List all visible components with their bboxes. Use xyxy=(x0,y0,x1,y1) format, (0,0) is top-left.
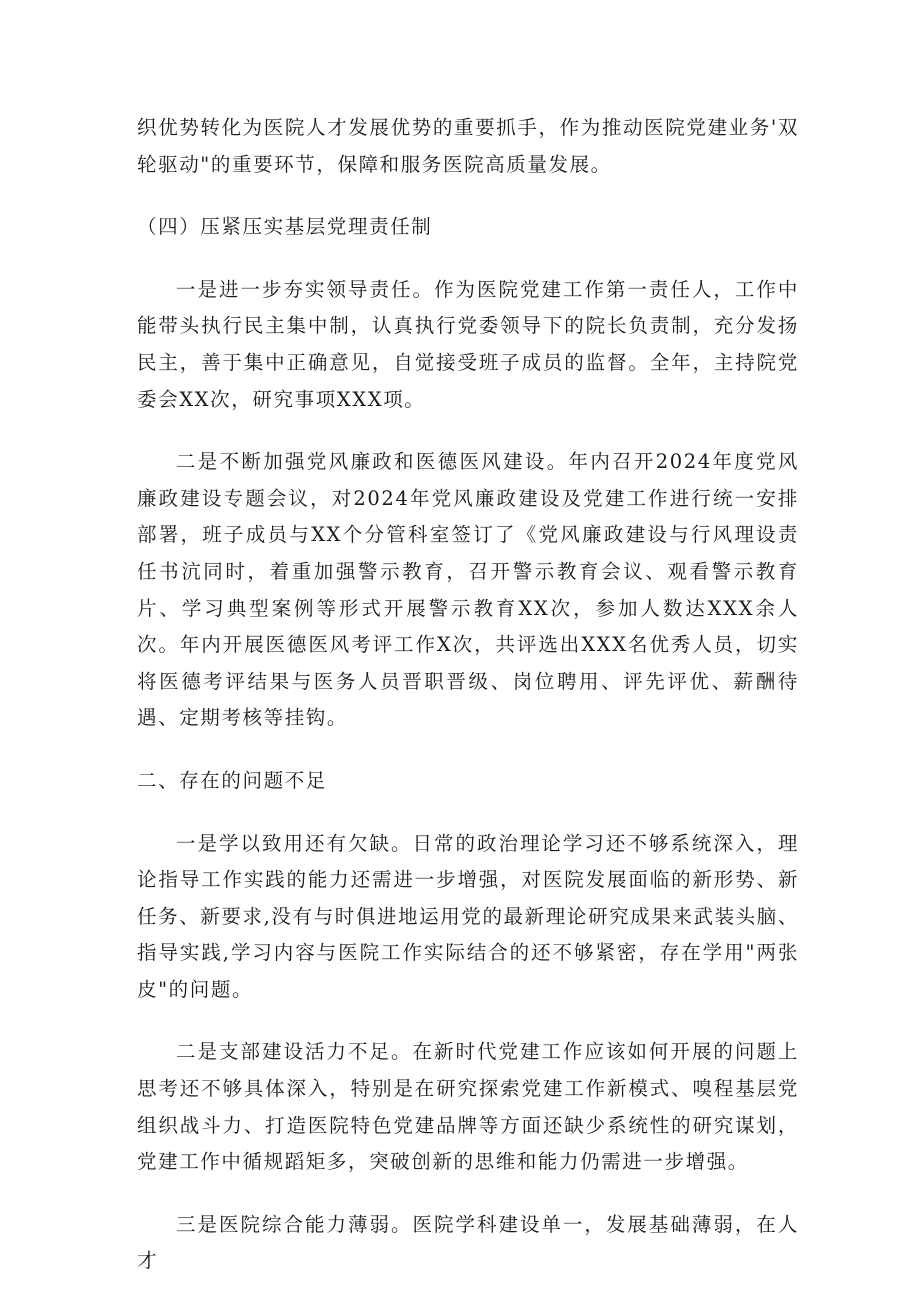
section-heading-4: （四）压紧压实基层党理责任制 xyxy=(137,215,433,239)
section-heading-problems: 二、存在的问题不足 xyxy=(137,768,327,792)
paragraph-leadership-responsibility: 一是进一步夯实领导责任。作为医院党建工作第一责任人，工作中能带头执行民主集中制，认真执行党委领导下的院长负责制，充分发扬民主，善于集中正确意见，自觉接受班子成员的监督。全年，主持院党委会XX次，研究事项XXX项。 xyxy=(137,277,799,411)
paragraph-hospital-capacity: 三是医院综合能力薄弱。医院学科建设单一，发展基础薄弱，在人才 xyxy=(137,1212,799,1273)
paragraph-branch-vitality: 二是支部建设活力不足。在新时代党建工作应该如何开展的问题上思考还不够具体深入，特别是在研究探索党建工作新模式、嗅程基层党组织战斗力、打造医院特色党建品牌等方面还缺少系统性的研究谋划，党建工作中循规蹈矩多，突破创新的思维和能力仍需进一步增强。 xyxy=(137,1040,799,1174)
paragraph-integrity-ethics: 二是不断加强党风廉政和医德医风建设。年内召开2024年度党风廉政建设专题会议，对2024年党风廉政建设及党建工作进行统一安排部署，班子成员与XX个分管科室签订了《党风廉政建设与行风理设责任书沆同时，着重加强警示教育，召开警示教育会议、观看警示教育片、学习典型案例等形式开展警示教育XX次，参加人数达XXX余人次。年内开展医德医风考评工作X次，共评选出XXX名优秀人员，切实将医德考评结果与医务人员晋职晋级、岗位聘用、评先评优、薪酬待遇、定期考核等挂钩。 xyxy=(137,450,799,730)
paragraph-study-application: 一是学以致用还有欠缺。日常的政治理论学习还不够系统深入，理论指导工作实践的能力还需进一步增强，对医院发展面临的新形势、新任务、新要求,没有与时俱进地运用党的最新理论研究成果来武装头脑、指导实践,学习内容与医院工作实际结合的还不够紧密，存在学用"两张皮"的问题。 xyxy=(137,831,799,1001)
document-body xyxy=(137,110,799,1280)
paragraph-continuation: 织优势转化为医院人才发展优势的重要抓手，作为推动医院党建业务'双轮驱动"的重要环节，保障和服务医院高质量发展。 xyxy=(137,116,799,176)
